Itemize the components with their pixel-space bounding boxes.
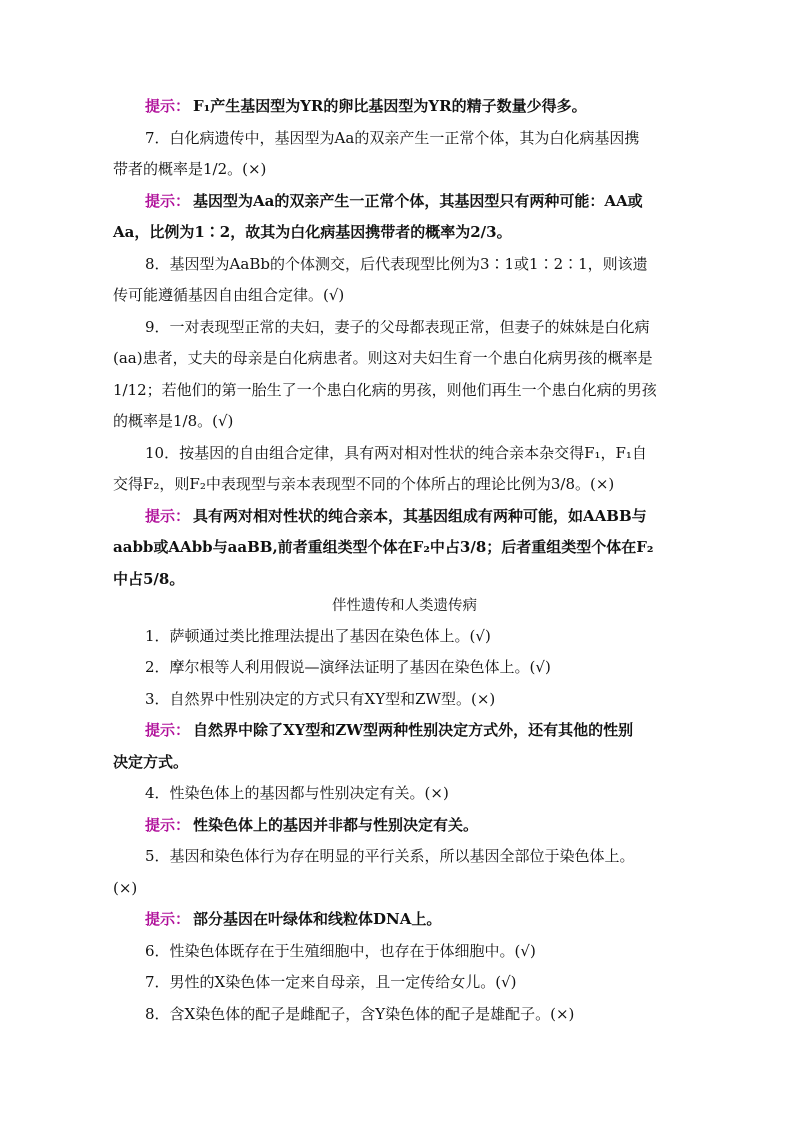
- question-line: [0, 154, 794, 184]
- hint-label: 提示：: [145, 910, 191, 928]
- hint-line: [0, 747, 794, 777]
- question-line: [0, 249, 794, 279]
- question-line: [0, 375, 794, 405]
- hint-line: [0, 217, 794, 247]
- question-text: (aa)患者，丈夫的母亲是白化病患者。则这对夫妇生育一个患白化病男孩的概率是: [113, 349, 653, 367]
- hint-line: [0, 532, 794, 562]
- hint-label: 提示：: [145, 721, 191, 739]
- hint-label: 提示：: [145, 97, 191, 115]
- hint-text: 性染色体上的基因并非都与性别决定有关。: [193, 816, 479, 834]
- hint-line: [0, 91, 794, 121]
- question-line: [0, 841, 794, 871]
- section-title-line: [0, 591, 794, 621]
- question-text: 1/12；若他们的第一胎生了一个患白化病的男孩，则他们再生一个患白化病的男孩: [113, 381, 657, 399]
- question-text: 3．自然界中性别决定的方式只有XY型和ZW型。(×): [145, 690, 496, 708]
- question-text: 1．萨顿通过类比推理法提出了基因在染色体上。(√): [145, 627, 491, 645]
- hint-text: 基因型为Aa的双亲产生一正常个体，其基因型只有两种可能：AA或: [193, 192, 643, 210]
- hint-line: [0, 186, 794, 216]
- question-text: 10．按基因的自由组合定律，具有两对相对性状的纯合亲本杂交得F₁，F₁自: [145, 444, 647, 462]
- hint-label: 提示：: [145, 816, 191, 834]
- hint-text: 决定方式。: [113, 753, 189, 771]
- question-line: [0, 621, 794, 651]
- question-line: [0, 406, 794, 436]
- question-text: 的概率是1/8。(√): [113, 412, 234, 430]
- question-text: 带者的概率是1/2。(×): [113, 160, 267, 178]
- question-line: [0, 652, 794, 682]
- question-line: [0, 778, 794, 808]
- question-line: [0, 967, 794, 997]
- question-text: 8．基因型为AaBb的个体测交，后代表现型比例为3∶1或1∶2∶1，则该遗: [145, 255, 648, 273]
- hint-text: Aa，比例为1∶2，故其为白化病基因携带者的概率为2/3。: [113, 223, 512, 241]
- question-text: 传可能遵循基因自由组合定律。(√): [113, 286, 345, 304]
- hint-line: [0, 715, 794, 745]
- question-text: 7．白化病遗传中，基因型为Aa的双亲产生一正常个体，其为白化病基因携: [145, 129, 640, 147]
- hint-label: 提示：: [145, 192, 191, 210]
- hint-text: 具有两对相对性状的纯合亲本，其基因组成有两种可能，如AABB与: [193, 507, 647, 525]
- hint-line: [0, 564, 794, 594]
- question-text: 2．摩尔根等人利用假说—演绎法证明了基因在染色体上。(√): [145, 658, 551, 676]
- question-line: [0, 469, 794, 499]
- question-text: 5．基因和染色体行为存在明显的平行关系，所以基因全部位于染色体上。: [145, 847, 635, 865]
- hint-line: [0, 501, 794, 531]
- section-title: 伴性遗传和人类遗传病: [332, 598, 477, 614]
- question-line: [0, 438, 794, 468]
- hint-line: [0, 810, 794, 840]
- hint-line: [0, 904, 794, 934]
- question-text: 9．一对表现型正常的夫妇，妻子的父母都表现正常，但妻子的妹妹是白化病: [145, 318, 650, 336]
- question-line: [0, 123, 794, 153]
- hint-text: 部分基因在叶绿体和线粒体DNA上。: [193, 910, 442, 928]
- question-line: [0, 999, 794, 1029]
- question-text: 7．男性的X染色体一定来自母亲，且一定传给女儿。(√): [145, 973, 517, 991]
- question-text: 交得F₂，则F₂中表现型与亲本表现型不同的个体所占的理论比例为3/8。(×): [113, 475, 615, 493]
- hint-label: 提示：: [145, 507, 191, 525]
- hint-text: 自然界中除了XY型和ZW型两种性别决定方式外，还有其他的性别: [193, 721, 634, 739]
- question-line: [0, 343, 794, 373]
- hint-text: 中占5/8。: [113, 570, 185, 588]
- question-text: 8．含X染色体的配子是雌配子，含Y染色体的配子是雄配子。(×): [145, 1005, 575, 1023]
- question-text: (×): [113, 879, 138, 897]
- question-line: [0, 684, 794, 714]
- question-text: 6．性染色体既存在于生殖细胞中，也存在于体细胞中。(√): [145, 942, 536, 960]
- question-line: [0, 280, 794, 310]
- hint-text: F₁产生基因型为YR的卵比基因型为YR的精子数量少得多。: [193, 97, 587, 115]
- question-text: 4．性染色体上的基因都与性别决定有关。(×): [145, 784, 449, 802]
- question-line: [0, 312, 794, 342]
- question-line: [0, 936, 794, 966]
- hint-text: aabb或AAbb与aaBB,前者重组类型个体在F₂中占3/8；后者重组类型个体在F₂: [113, 538, 654, 556]
- question-line: [0, 873, 794, 903]
